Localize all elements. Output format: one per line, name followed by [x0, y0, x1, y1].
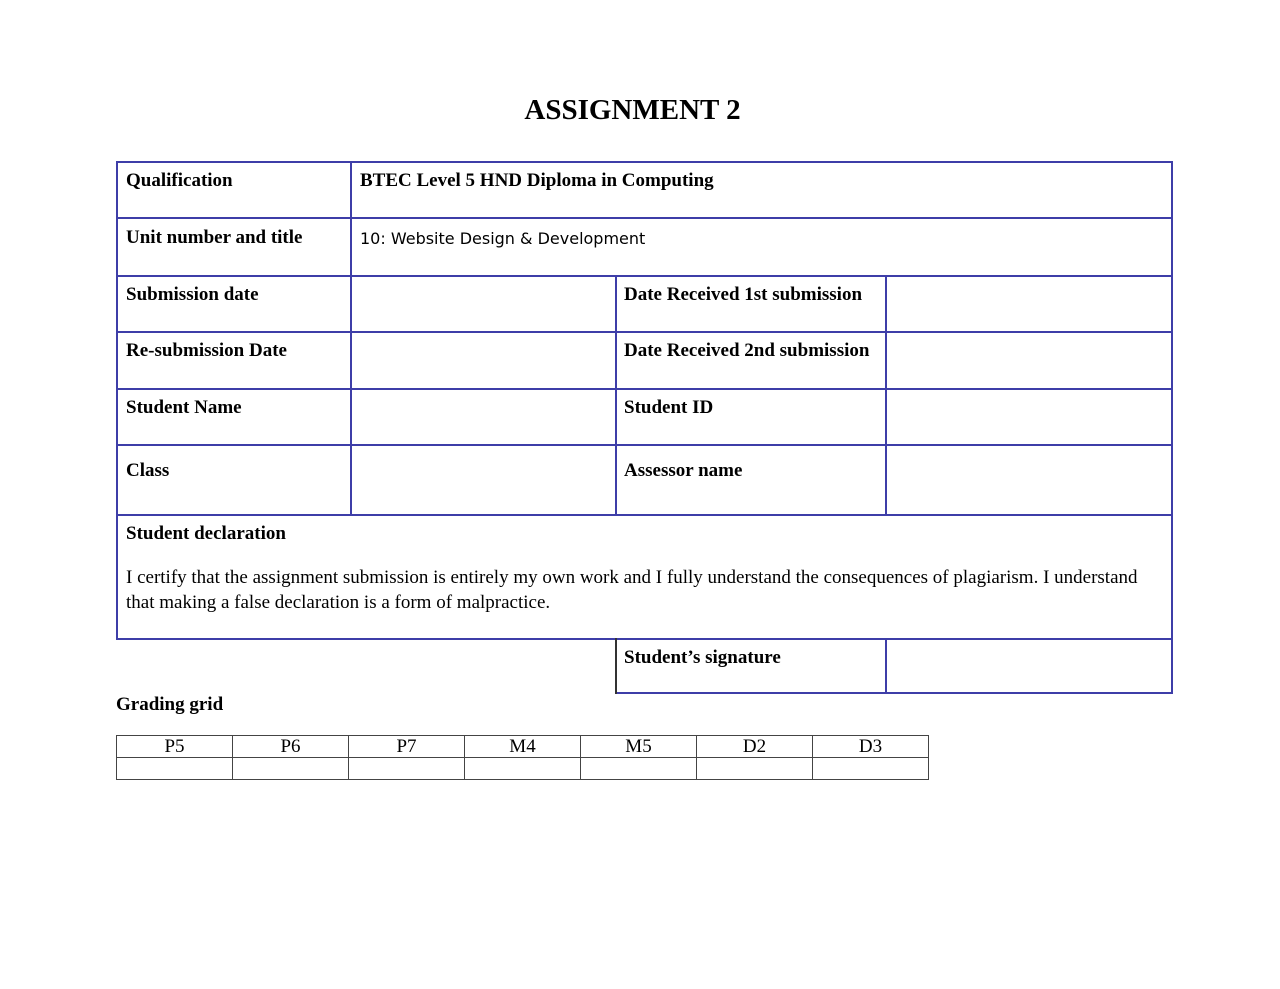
grading-grade-row: [117, 758, 929, 780]
class-label: Class: [126, 460, 170, 481]
assessor-name-label: Assessor name: [624, 460, 743, 481]
declaration-heading: Student declaration: [126, 523, 286, 544]
declaration-text: I certify that the assignment submission is entirely my own work and I fully understand the consequences of plagiarism. I understand that making a false declaration is a form of malpractice.: [126, 567, 1138, 613]
page-title: ASSIGNMENT 2: [524, 94, 741, 126]
grade-cell[interactable]: [233, 758, 349, 780]
date-received-2nd-label: Date Received 2nd submission: [624, 340, 870, 361]
criterion-cell: P7: [349, 736, 465, 758]
qualification-label: Qualification: [126, 170, 233, 191]
grade-cell[interactable]: [349, 758, 465, 780]
date-received-1st-label: Date Received 1st submission: [624, 284, 863, 305]
criterion-cell: M4: [465, 736, 581, 758]
grade-cell[interactable]: [117, 758, 233, 780]
criterion-cell: P5: [117, 736, 233, 758]
resubmission-date-label: Re-submission Date: [126, 340, 287, 361]
grade-cell[interactable]: [581, 758, 697, 780]
unit-label: Unit number and title: [126, 227, 303, 248]
student-name-label: Student Name: [126, 397, 242, 418]
criterion-cell: D2: [697, 736, 813, 758]
grading-criteria-row: [117, 736, 929, 758]
student-id-label: Student ID: [624, 397, 714, 418]
grade-cell[interactable]: [465, 758, 581, 780]
signature-label: Student’s signature: [624, 647, 781, 668]
criterion-cell: M5: [581, 736, 697, 758]
criterion-cell: P6: [233, 736, 349, 758]
criterion-cell: D3: [813, 736, 929, 758]
unit-value: 10: Website Design & Development: [360, 229, 646, 248]
grading-grid: [116, 735, 929, 780]
qualification-value: BTEC Level 5 HND Diploma in Computing: [360, 170, 714, 191]
submission-date-label: Submission date: [126, 284, 259, 305]
grading-grid-label: Grading grid: [116, 694, 224, 715]
grade-cell[interactable]: [813, 758, 929, 780]
grade-cell[interactable]: [697, 758, 813, 780]
